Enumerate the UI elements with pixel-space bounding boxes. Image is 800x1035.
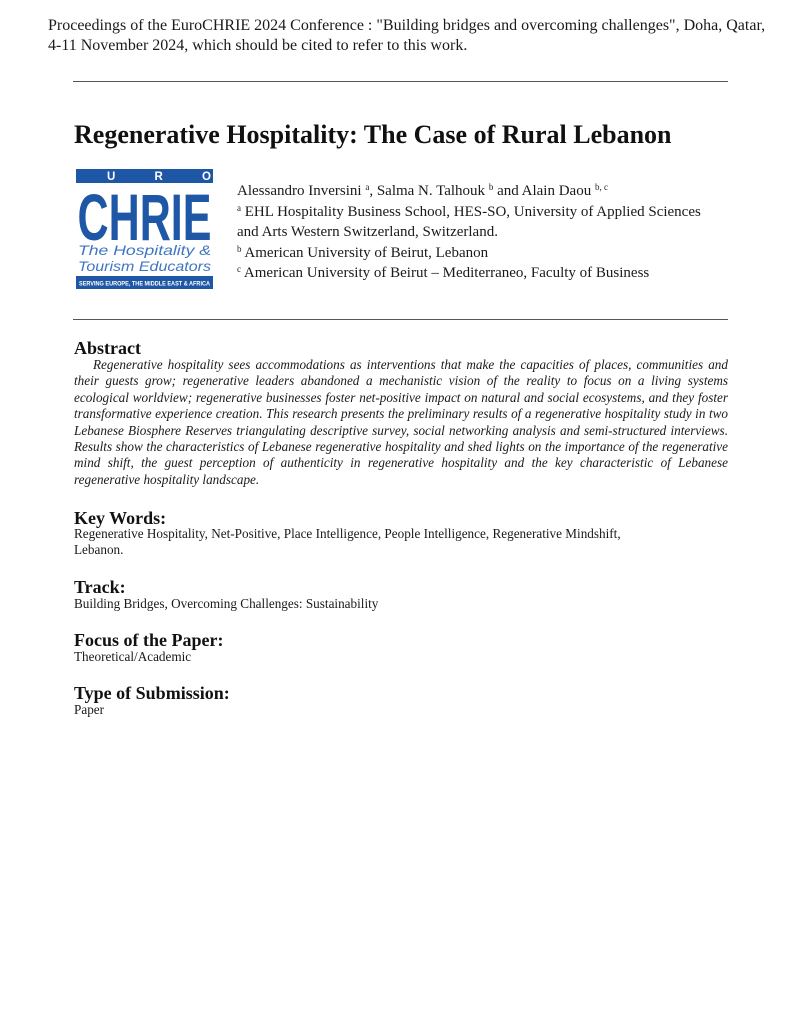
keywords-text [74, 526, 734, 559]
affiliation-a [237, 202, 737, 223]
affiliation-c [237, 263, 737, 284]
focus-text: Theoretical/Academic [74, 649, 192, 664]
affiliation-b [237, 243, 737, 264]
affiliation-a-sup: a [237, 202, 241, 213]
focus-heading: Focus of the Paper: [74, 630, 224, 650]
affiliation-b-sup: b [237, 243, 242, 254]
top-divider [73, 81, 728, 82]
logo-banner-text: SERVING EUROPE, THE MIDDLE EAST & AFRICA [79, 281, 211, 288]
submission-heading: Type of Submission: [74, 683, 230, 703]
affiliation-b-text: American University of Beirut, Lebanon [241, 244, 489, 261]
author-name-1: Alessandro Inversini [237, 183, 366, 199]
author-block [237, 181, 737, 284]
logo-chrie-text: CHRIE [77, 180, 212, 254]
affiliation-c-text: American University of Beirut – Mediterraneo, Faculty of Business [241, 265, 650, 282]
keywords-line-2: Lebanon. [74, 542, 124, 558]
author-sup-3: b, c [594, 182, 608, 192]
author-name-3: and Alain Daou [493, 183, 595, 199]
author-name-2: , Salma N. Talhouk [369, 183, 489, 199]
author-sup-2: b [488, 182, 494, 192]
logo-euro-text: U R [106, 171, 181, 183]
affiliation-a-continued: and Arts Western Switzerland, Switzerland. [237, 224, 498, 241]
abstract-heading: Abstract [74, 338, 141, 358]
author-sup-1: a [365, 182, 370, 192]
logo-subtitle-1: The Hospitality & [78, 242, 211, 258]
paper-title: Regenerative Hospitality: The Case of Rural Lebanon [74, 120, 672, 149]
affiliation-c-sup: c [237, 264, 241, 275]
abstract-text: Regenerative hospitality sees accommodations as interventions that make the capacities of places, communities and their guests grow; regenerative leaders abandoned a mechanistic vision of the reality to focus on a living systems ecological worldview; regenerative businesses foster net-positive impact on natural and social ecosystems, and they foster transformative experience creation. This research presents the preliminary results of a regenerative hospitality study in two Lebanese Biosphere Reserves triangulating descriptive survey, social networking analysis and semi-structured interviews. Results show the characteristics of Lebanese regenerative hospitality and shed lights on the importance of the regenerative mind shift, the guest perception of authenticity in regenerative hospitality and the key characteristic of Lebanese regenerative hospitality landscape. [74, 357, 728, 487]
keywords-line-1: Regenerative Hospitality, Net-Positive, Place Intelligence, People Intelligence, Regenerative Mindshift, [74, 526, 621, 541]
keywords-heading: Key Words: [74, 508, 167, 528]
proceedings-note: Proceedings of the EuroCHRIE 2024 Conference : "Building bridges and overcoming challenges", Doha, Qatar, 4-11 November 2024, which should be cited to refer to this work. [48, 17, 766, 54]
eurochrie-logo [76, 169, 213, 291]
track-heading: Track: [74, 577, 126, 597]
submission-text: Paper [74, 702, 105, 717]
author-list [237, 181, 737, 202]
track-text: Building Bridges, Overcoming Challenges: Sustainability [74, 596, 379, 611]
logo-subtitle-2: Tourism Educators [78, 258, 211, 274]
affiliation-a-line1: EHL Hospitality Business School, HES-SO, University of Applied Sciences [241, 203, 701, 220]
middle-divider [73, 319, 728, 320]
